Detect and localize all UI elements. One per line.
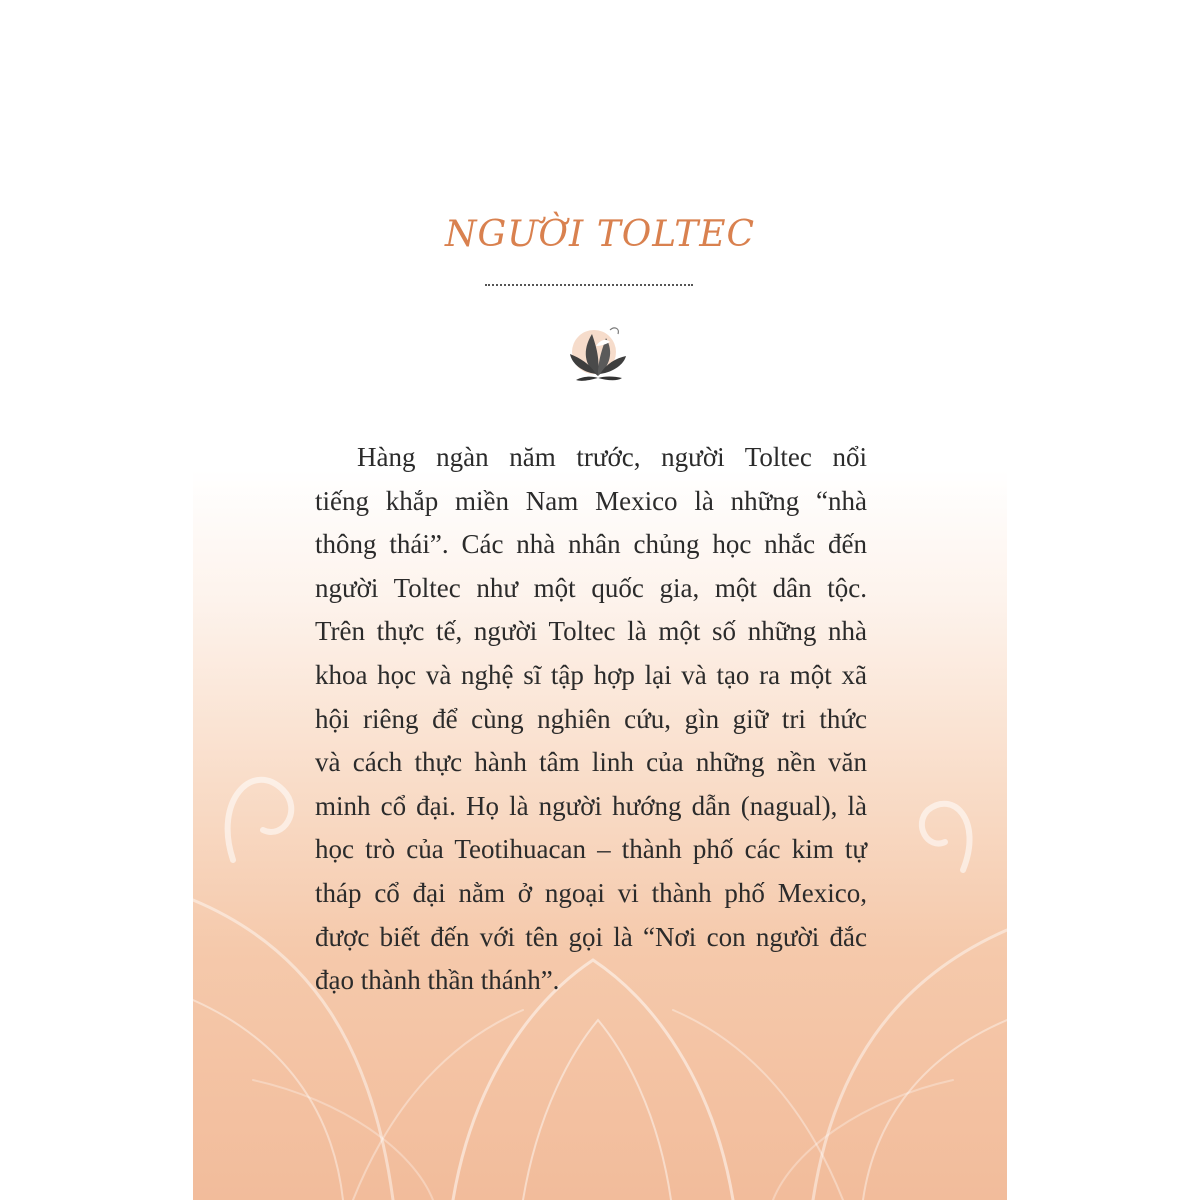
dotted-divider xyxy=(485,284,693,286)
text-line: và cách thực hành tâm linh của những nền văn xyxy=(315,747,867,778)
text-line: Hàng ngàn năm trước, người Toltec nổi xyxy=(357,442,867,472)
text-line: được biết đến với tên gọi là “Nơi con người đắc xyxy=(315,921,867,952)
page-title: NGƯỜI TOLTEC xyxy=(444,214,756,255)
text-line: tháp cổ đại nằm ở ngoại vi thành phố Mexico, xyxy=(315,877,867,908)
text-line: minh cổ đại. Họ là người hướng dẫn (nagual), là xyxy=(315,790,867,821)
text-line: đạo thành thần thánh”. xyxy=(315,965,560,996)
text-line: Trên thực tế, người Toltec là một số những nhà xyxy=(315,616,867,647)
text-line: tiếng khắp miền Nam Mexico là những “nhà xyxy=(315,485,867,516)
text-line: hội riêng để cùng nghiên cứu, gìn giữ tri thức xyxy=(315,703,867,734)
text-line: thông thái”. Các nhà nhân chủng học nhắc đến xyxy=(315,529,867,560)
text-line: người Toltec như một quốc gia, một dân tộc. xyxy=(315,572,867,603)
book-page xyxy=(193,0,1007,1200)
text-line: khoa học và nghệ sĩ tập hợp lại và tạo ra một xã xyxy=(315,659,867,690)
body-paragraph xyxy=(315,436,867,1003)
lotus-flower-icon xyxy=(566,316,630,386)
text-line: học trò của Teotihuacan – thành phố các kim tự xyxy=(315,834,867,865)
